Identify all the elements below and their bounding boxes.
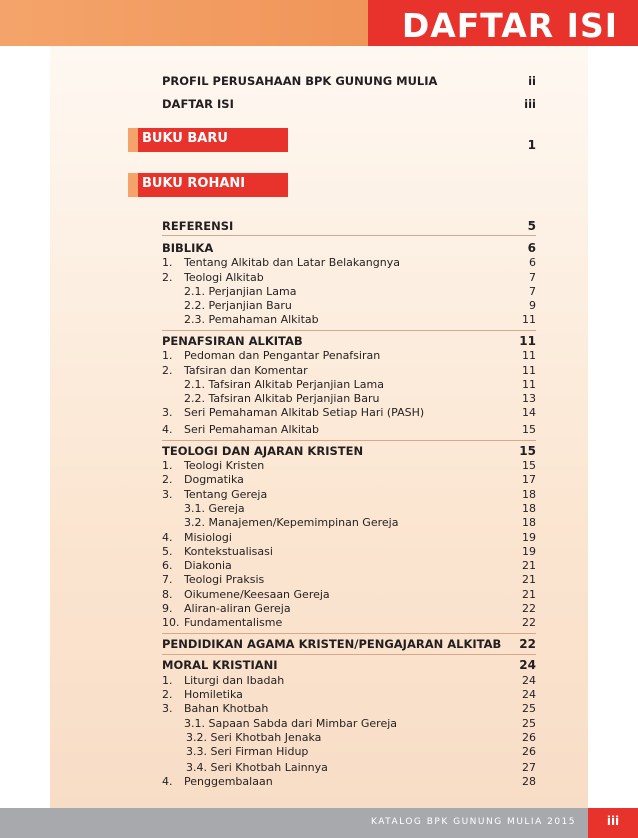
toc-entry-page: 25 <box>522 702 536 715</box>
toc-entry[interactable] <box>162 255 536 271</box>
toc-section-pendidikan[interactable] <box>162 636 536 652</box>
toc-entry-page: 18 <box>522 516 536 529</box>
toc-section-title: PENAFSIRAN ALKITAB <box>162 334 303 348</box>
toc-entry-label: Oikumene/Keesaan Gereja <box>184 588 330 601</box>
toc-entry-page: 21 <box>522 573 536 586</box>
toc-entry-number: 6. <box>162 559 173 572</box>
toc-entry[interactable] <box>162 701 536 717</box>
page-title: DAFTAR ISI <box>401 6 618 45</box>
toc-entry-number: 7. <box>162 573 173 586</box>
toc-entry-label: Diakonia <box>184 559 232 572</box>
toc-entry-label: 3.2. Seri Khotbah Jenaka <box>186 731 322 744</box>
toc-entry-label: Misiologi <box>184 531 232 544</box>
toc-entry-label: Kontekstualisasi <box>184 545 273 558</box>
toc-entry-number: 1. <box>162 349 173 362</box>
toc-subentry[interactable] <box>162 312 536 328</box>
toc-entry-number: 4. <box>162 775 173 788</box>
toc-entry-label: PROFIL PERUSAHAAN BPK GUNUNG MULIA <box>162 74 438 88</box>
toc-section-title: TEOLOGI DAN AJARAN KRISTEN <box>162 444 364 458</box>
footer-bar <box>0 808 638 838</box>
toc-section-title: REFERENSI <box>162 219 234 233</box>
toc-entry-number: 5. <box>162 545 173 558</box>
toc-entry-label: DAFTAR ISI <box>162 97 234 111</box>
title-box <box>368 0 638 46</box>
toc-entry-page: 28 <box>522 775 536 788</box>
toc-entry[interactable] <box>162 405 536 421</box>
toc-entry-page: 11 <box>522 364 536 377</box>
toc-section-title: MORAL KRISTIANI <box>162 658 278 672</box>
toc-entry-page: 17 <box>522 473 536 486</box>
toc-entry-page: 15 <box>522 459 536 472</box>
toc-entry-page: 22 <box>522 616 536 629</box>
toc-entry-page: 19 <box>522 545 536 558</box>
toc-entry-number: 3. <box>162 702 173 715</box>
buku-baru-page-row <box>162 137 536 153</box>
toc-entry[interactable] <box>162 422 536 438</box>
toc-entry-label: Tentang Gereja <box>184 488 268 501</box>
toc-entry-page: 11 <box>522 378 536 391</box>
toc-section-title: BIBLIKA <box>162 241 214 255</box>
toc-entry-page: 7 <box>529 271 536 284</box>
toc-entry-page: 11 <box>522 349 536 362</box>
toc-entry-page: 11 <box>522 313 536 326</box>
toc-entry-label: Liturgi dan Ibadah <box>184 674 285 687</box>
toc-entry-page: 6 <box>529 256 536 269</box>
toc-entry[interactable] <box>162 348 536 364</box>
toc-entry-label: Aliran-aliran Gereja <box>184 602 291 615</box>
toc-entry-page: iii <box>524 97 536 111</box>
toc-section-referensi[interactable] <box>162 218 536 234</box>
toc-entry-number: 3. <box>162 406 173 419</box>
toc-entry-number: 9. <box>162 602 173 615</box>
toc-entry-label: 2.1. Perjanjian Lama <box>184 285 297 298</box>
toc-entry-label: Penggembalaan <box>184 775 273 788</box>
section-tab-buku-rohani[interactable] <box>128 173 288 197</box>
toc-entry-page: 14 <box>522 406 536 419</box>
toc-entry-number: 3. <box>162 488 173 501</box>
toc-entry[interactable] <box>162 572 536 588</box>
toc-entry-label: 2.2. Tafsiran Alkitab Perjanjian Baru <box>184 392 380 405</box>
toc-entry[interactable] <box>162 615 536 631</box>
toc-entry-page: 24 <box>522 688 536 701</box>
toc-subentry[interactable] <box>162 515 536 531</box>
toc-section-teologi[interactable] <box>162 443 536 459</box>
toc-entry-page: 9 <box>529 299 536 312</box>
footer-catalog-title: KATALOG BPK GUNUNG MULIA 2015 <box>370 817 576 827</box>
toc-entry-page: 18 <box>522 488 536 501</box>
toc-entry-page: ii <box>528 74 536 88</box>
toc-entry-number: 4. <box>162 531 173 544</box>
toc-entry-label: Tentang Alkitab dan Latar Belakangnya <box>184 256 400 269</box>
toc-entry-label: Dogmatika <box>184 473 244 486</box>
toc-section-title: PENDIDIKAN AGAMA KRISTEN/PENGAJARAN ALKITAB <box>162 637 502 651</box>
toc-entry-label: Teologi Kristen <box>184 459 265 472</box>
toc-entry-page: 22 <box>522 602 536 615</box>
toc-entry-label: 2.3. Pemahaman Alkitab <box>184 313 319 326</box>
toc-entry-number: 4. <box>162 423 173 436</box>
toc-entry-label: Pedoman dan Pengantar Penafsiran <box>184 349 381 362</box>
toc-entry-label: Teologi Praksis <box>184 573 265 586</box>
toc-entry-label: 3.1. Sapaan Sabda dari Mimbar Gereja <box>184 717 398 730</box>
toc-subentry[interactable] <box>162 744 536 760</box>
toc-entry-page: 26 <box>522 745 536 758</box>
toc-entry[interactable] <box>162 472 536 488</box>
toc-entry-label: Fundamentalisme <box>184 616 283 629</box>
toc-entry-number: 2. <box>162 688 173 701</box>
tab-label: BUKU BARU <box>142 131 228 146</box>
section-divider <box>162 330 536 331</box>
toc-entry-label: 3.4. Seri Khotbah Lainnya <box>186 761 328 774</box>
toc-section-page: 15 <box>519 444 536 458</box>
toc-entry-label: Seri Pemahaman Alkitab Setiap Hari (PASH) <box>184 406 425 419</box>
toc-entry-label: Bahan Khotbah <box>184 702 269 715</box>
toc-entry-label: 2.1. Tafsiran Alkitab Perjanjian Lama <box>184 378 385 391</box>
toc-entry-label: 2.2. Perjanjian Baru <box>184 299 292 312</box>
toc-section-page: 22 <box>519 637 536 651</box>
toc-section-penafsiran[interactable] <box>162 333 536 349</box>
toc-entry-page: 21 <box>522 588 536 601</box>
toc-entry-page: 27 <box>522 761 536 774</box>
toc-entry-page: 25 <box>522 717 536 730</box>
toc-entry[interactable] <box>162 774 536 790</box>
toc-entry-label: 3.3. Seri Firman Hidup <box>186 745 309 758</box>
toc-entry-number: 1. <box>162 674 173 687</box>
section-divider <box>162 440 536 441</box>
toc-section-page: 5 <box>527 219 536 233</box>
toc-entry-daftar-isi[interactable] <box>162 96 536 112</box>
toc-section-page: 6 <box>527 241 536 255</box>
toc-section-biblika[interactable] <box>162 240 536 256</box>
tab-accent <box>128 173 138 197</box>
footer-page-box <box>588 808 638 838</box>
toc-entry-number: 1. <box>162 459 173 472</box>
toc-entry-label: Homiletika <box>184 688 243 701</box>
footer-page-number: iii <box>606 814 620 828</box>
toc-entry-profil[interactable] <box>162 73 536 89</box>
toc-section-moral[interactable] <box>162 657 536 673</box>
toc-entry-label: Teologi Alkitab <box>184 271 264 284</box>
toc-entry-page: 7 <box>529 285 536 298</box>
toc-entry-page: 19 <box>522 531 536 544</box>
section-divider <box>162 235 536 236</box>
toc-entry-page: 1 <box>527 138 536 152</box>
section-divider <box>162 633 536 634</box>
toc-entry-number: 8. <box>162 588 173 601</box>
toc-entry-label: 3.1. Gereja <box>184 502 245 515</box>
toc-entry-number: 1. <box>162 256 173 269</box>
toc-entry-page: 13 <box>522 392 536 405</box>
toc-entry-number: 2. <box>162 364 173 377</box>
section-divider <box>162 654 536 655</box>
toc-entry-label: Seri Pemahaman Alkitab <box>184 423 319 436</box>
tab-label: BUKU ROHANI <box>142 176 246 191</box>
tab-accent <box>128 128 138 152</box>
toc-entry-page: 15 <box>522 423 536 436</box>
toc-section-page: 11 <box>519 334 536 348</box>
toc-entry-page: 18 <box>522 502 536 515</box>
toc-section-page: 24 <box>519 658 536 672</box>
toc-entry-label: 3.2. Manajemen/Kepemimpinan Gereja <box>184 516 399 529</box>
toc-entry-number: 2. <box>162 473 173 486</box>
toc-entry-number: 10. <box>162 616 180 629</box>
toc-entry-label: Tafsiran dan Komentar <box>184 364 308 377</box>
toc-entry-page: 24 <box>522 674 536 687</box>
toc-entry-page: 26 <box>522 731 536 744</box>
toc-entry-page: 21 <box>522 559 536 572</box>
toc-entry-number: 2. <box>162 271 173 284</box>
